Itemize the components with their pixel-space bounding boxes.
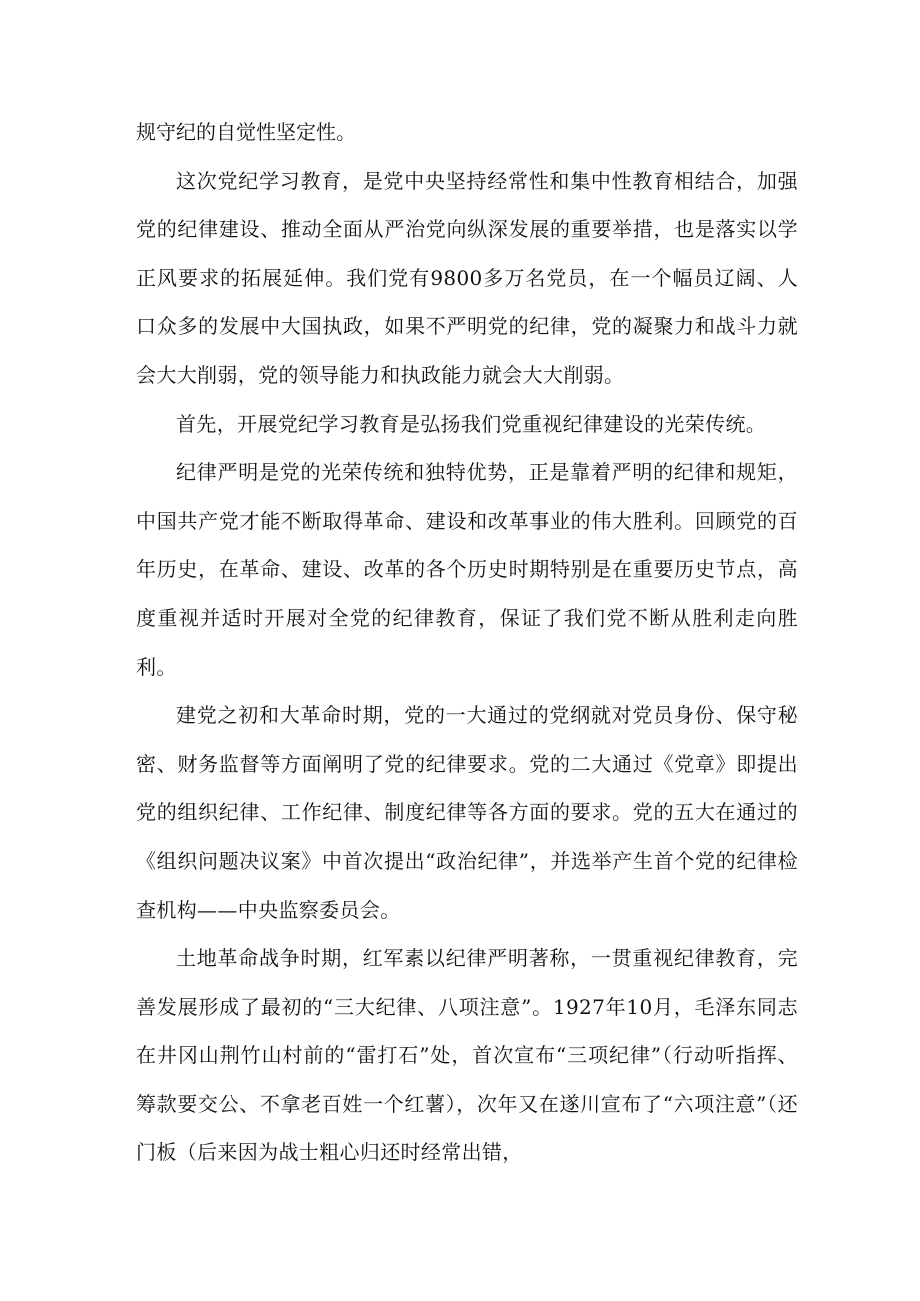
paragraph-early-party-history: 建党之初和大革命时期，党的一大通过的党纲就对党员身份、保守秘密、财务监督等方面阐明了党的纪律要求。党的二大通过《党章》即提出党的组织纪律、工作纪律、制度纪律等各方面的要求。党的五大在通过的《组织问题决议案》中首次提出“政治纪律”，并选举产生首个党的纪律检查机构——中央监察委员会。 bbox=[136, 703, 798, 922]
document-body bbox=[136, 108, 798, 1177]
paragraph-land-revolution-period: 土地革命战争时期，红军素以纪律严明著称，一贯重视纪律教育，完善发展形成了最初的“三大纪律、八项注意”。1927年10月，毛泽东同志在井冈山荆竹山村前的“雷打石”处，首次宣布“三项纪律”（行动听指挥、筹款要交公、不拿老百姓一个红薯），次年又在遂川宣布了“六项注意”（还门板（后来因为战士粗心归还时经常出错， bbox=[136, 946, 798, 1165]
paragraph-discipline-tradition: 纪律严明是党的光荣传统和独特优势，正是靠着严明的纪律和规矩，中国共产党才能不断取得革命、建设和改革事业的伟大胜利。回顾党的百年历史，在革命、建设、改革的各个历史时期特别是在重要历史节点，高度重视并适时开展对全党的纪律教育，保证了我们党不断从胜利走向胜利。 bbox=[136, 460, 798, 679]
paragraph-first-point: 首先，开展党纪学习教育是弘扬我们党重视纪律建设的光荣传统。 bbox=[176, 411, 767, 436]
paragraph-party-discipline-education: 这次党纪学习教育，是党中央坚持经常性和集中性教育相结合，加强党的纪律建设、推动全面从严治党向纵深发展的重要举措，也是落实以学正风要求的拓展延伸。我们党有9800多万名党员，在一个幅员辽阔、人口众多的发展中大国执政，如果不严明党的纪律，党的凝聚力和战斗力就会大大削弱，党的领导能力和执政能力就会大大削弱。 bbox=[136, 168, 798, 387]
paragraph-continuation: 规守纪的自觉性坚定性。 bbox=[136, 120, 356, 144]
